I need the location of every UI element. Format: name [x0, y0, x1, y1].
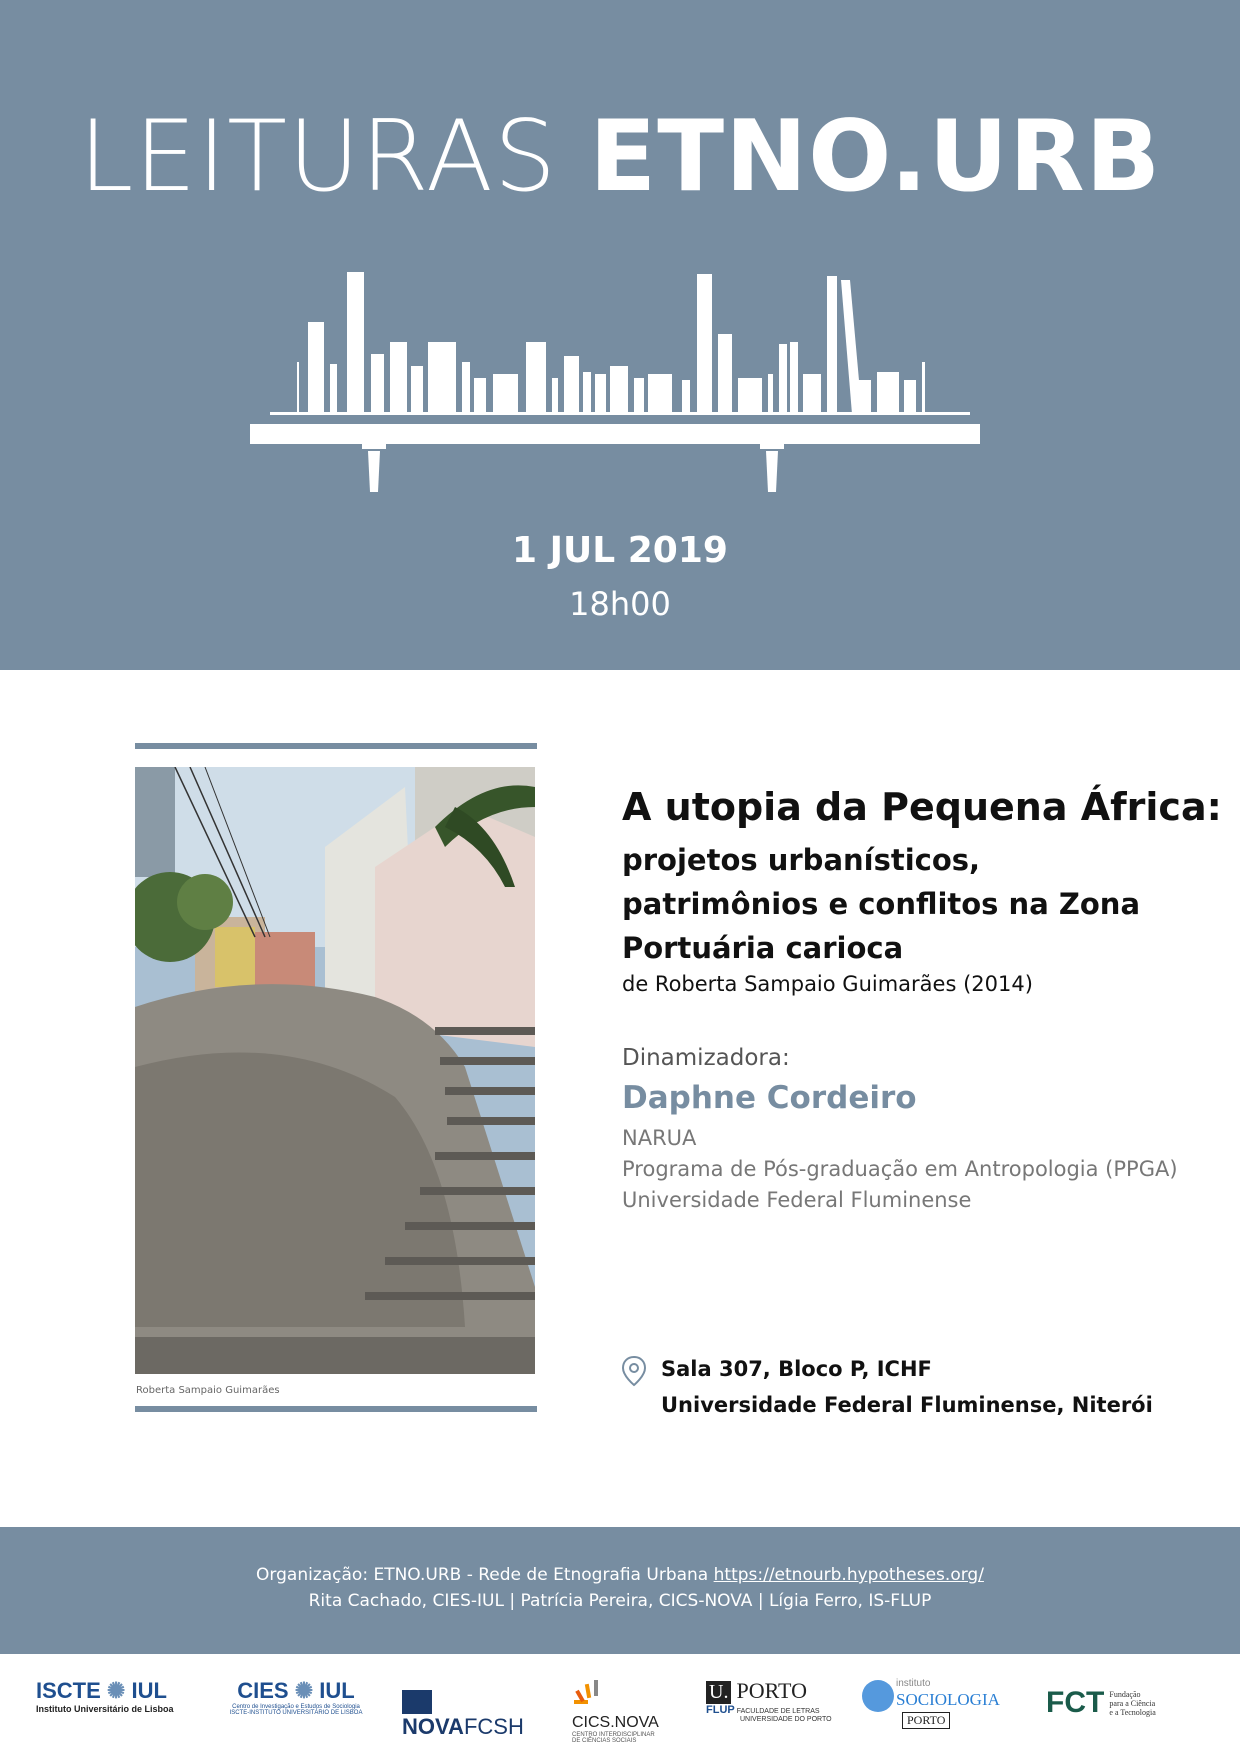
cics-logo-main: CICS.NOVA — [572, 1714, 659, 1731]
book-author: de Roberta Sampaio Guimarães (2014) — [622, 972, 1033, 996]
nova-fcsh-logo — [402, 1678, 552, 1750]
book-subtitle: projetos urbanísticos, patrimônios e conflitos na Zona Portuária carioca — [622, 843, 1141, 965]
book-title: A utopia da Pequena África: — [622, 785, 1222, 829]
photo-bottom-rule — [135, 1406, 537, 1412]
cics-logo-sub2: DE CIÊNCIAS SOCIAIS — [572, 1738, 637, 1744]
affiliation-item: NARUA — [622, 1126, 697, 1150]
cies-logo-main: CIES — [237, 1678, 289, 1703]
socio-logo-main: SOCIOLOGIA — [896, 1690, 1000, 1709]
sun-icon: ✺ — [294, 1678, 314, 1703]
cics-logo-sub1: CENTRO INTERDISCIPLINAR — [572, 1732, 655, 1738]
fct-logo-sub2: para a Ciência — [1109, 1698, 1156, 1708]
speaker-name: Daphne Cordeiro — [622, 1080, 917, 1116]
bookshelf-illustration — [250, 262, 990, 554]
sun-icon: ✺ — [106, 1678, 126, 1703]
venue-institution: Universidade Federal Fluminense, Niterói — [661, 1393, 1153, 1417]
socio-logo-sub: PORTO — [902, 1712, 950, 1729]
cics-rays-icon — [572, 1678, 602, 1714]
flup-porto-logo — [706, 1678, 846, 1738]
affiliation-item: Universidade Federal Fluminense — [622, 1188, 972, 1212]
porto-logo-main: PORTO — [736, 1678, 807, 1703]
fct-logo — [1046, 1678, 1196, 1746]
iscte-logo-main: ISCTE — [36, 1678, 101, 1703]
iscte-logo-sub: Instituto Universitário de Lisboa — [36, 1704, 174, 1714]
street-stairs-photo — [135, 767, 535, 1374]
footer-banner — [0, 1527, 1240, 1654]
location-pin-icon — [621, 1355, 647, 1387]
cies-logo-sub2: ISCTE-INSTITUTO UNIVERSITÁRIO DE LISBOA — [229, 1710, 363, 1716]
cies-iul-main: IUL — [319, 1678, 355, 1703]
affiliation-item: Programa de Pós-graduação em Antropologia (PPGA) — [622, 1157, 1178, 1181]
iul-logo-main: IUL — [131, 1678, 167, 1703]
iscte-iul-logo — [36, 1678, 186, 1738]
fct-logo-text — [1109, 1690, 1155, 1717]
nova-logo-main: NOVA — [402, 1714, 464, 1739]
circle-icon — [862, 1680, 894, 1712]
socio-logo-top: instituto — [896, 1678, 931, 1689]
title-light: LEITURAS — [78, 100, 558, 214]
venue-room: Sala 307, Bloco P, ICHF — [661, 1357, 932, 1381]
flup-logo-sub2: FACULDADE DE LETRAS — [736, 1708, 820, 1715]
cics-nova-logo — [572, 1678, 682, 1744]
website-link[interactable]: https://etnourb.hypotheses.org/ — [713, 1565, 984, 1585]
flup-logo-sub3: UNIVERSIDADE DO PORTO — [740, 1716, 832, 1723]
organization-prefix: Organização: ETNO.URB - Rede de Etnografia Urbana — [256, 1565, 714, 1585]
u-porto-icon: U. — [706, 1681, 731, 1704]
instituto-sociologia-logo — [862, 1678, 1012, 1738]
photo-credit: Roberta Sampaio Guimarães — [136, 1385, 280, 1396]
organizers-line: Rita Cachado, CIES-IUL | Patrícia Pereira, CICS-NOVA | Lígia Ferro, IS-FLUP — [308, 1591, 932, 1611]
cies-logo-sub1: Centro de Investigação e Estudos de Sociologia — [232, 1704, 360, 1710]
nova-square-icon — [402, 1690, 432, 1714]
cies-iul-logo — [216, 1678, 376, 1738]
speaker-affiliations — [622, 1123, 1182, 1216]
title-bold: ETNO.URB — [589, 100, 1162, 214]
partner-logos — [0, 1660, 1240, 1754]
header-banner — [0, 0, 1240, 670]
event-time: 18h00 — [569, 585, 671, 623]
fct-logo-sub3: e a Tecnologia — [1109, 1707, 1156, 1717]
flup-logo-sub: FLUP — [706, 1704, 735, 1716]
event-date: 1 JUL 2019 — [512, 530, 728, 571]
event-title — [0, 100, 1240, 214]
photo-top-rule — [135, 743, 537, 749]
fcsh-logo-main: FCSH — [463, 1714, 524, 1739]
fct-logo-sub1: Fundação — [1109, 1689, 1141, 1699]
speaker-label: Dinamizadora: — [622, 1045, 790, 1071]
fct-logo-main: FCT — [1046, 1686, 1105, 1719]
organization-line — [0, 1565, 1240, 1585]
